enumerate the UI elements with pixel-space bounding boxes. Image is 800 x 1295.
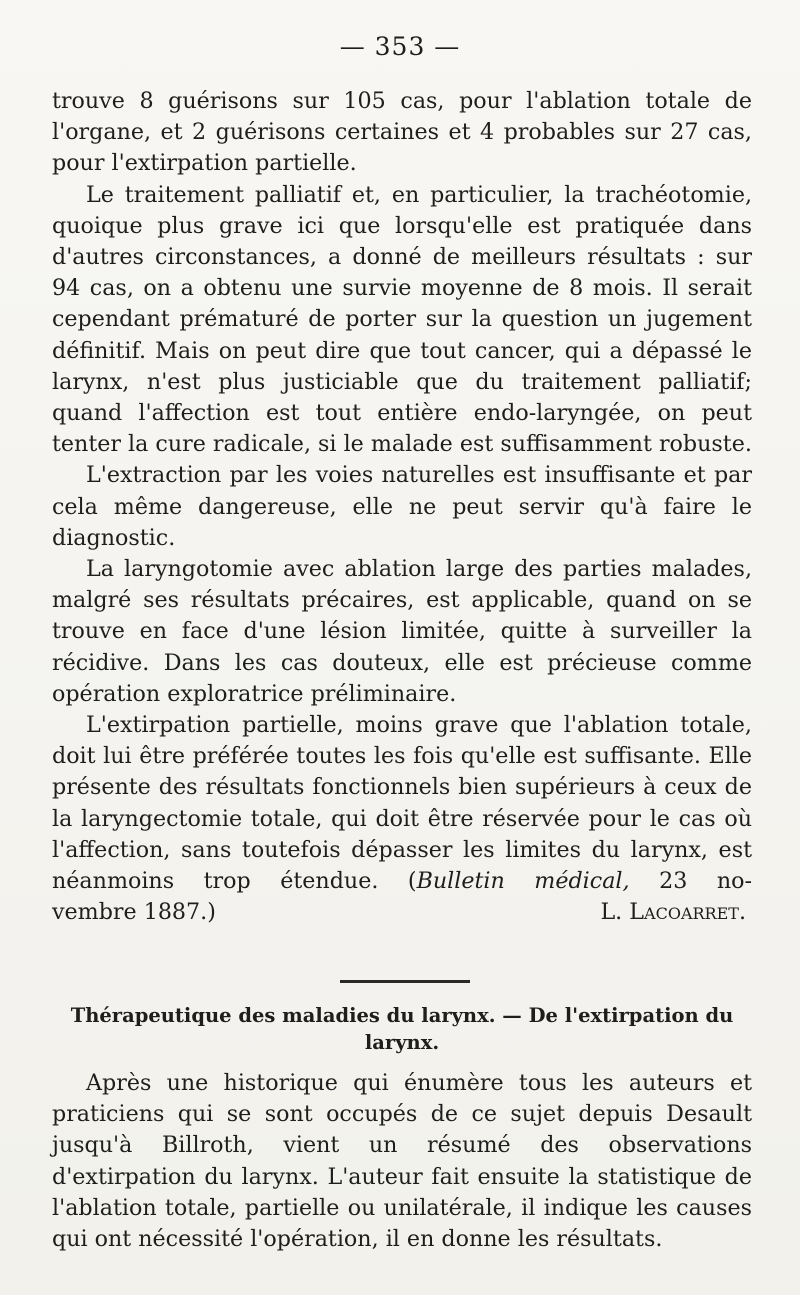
partial-extirpation-text: L'extirpation partielle, moins grave que l'ablation totale, doit lui être préférée toutes les fois qu'elle est suffisante. Elle présente des résultats fonctionnels bien supérieurs à ceux de la laryngectomie totale, qui doit être réservée pour le cas où l'affection, sans toutefois dépasser les limites du larynx, est néanmoins trop étendue. ( bbox=[52, 712, 752, 895]
review-body bbox=[52, 86, 752, 928]
paragraph-palliative-treatment: Le traitement palliatif et, en particulier, la trachéotomie, quoique plus grave ici que lorsqu'elle est pratiquée dans d'autres circonstances, a donné de meilleurs résultats : sur 94 cas, on a obtenu une survie moyenne de 8 mois. Il serait cependant prématuré de porter sur la question un jugement définitif. Mais on peut dire que tout cancer, qui a dépassé le larynx, n'est plus justiciable que du traitement palliatif; quand l'affection est tout entière endo-laryngée, on peut tenter la cure radicale, si le malade est suffisamment robuste. bbox=[52, 181, 752, 458]
paragraph-continuation: trouve 8 guérisons sur 105 cas, pour l'ablation totale de l'organe, et 2 guérisons certaines et 4 probables sur 27 cas, pour l'extirpation partielle. bbox=[52, 88, 752, 177]
section-heading: Thérapeutique des maladies du larynx. — De l'extirpation du larynx. bbox=[70, 1004, 734, 1054]
section-abstract bbox=[52, 1068, 752, 1255]
paragraph-extraction: L'extraction par les voies naturelles est insuffisante et par cela même dangereuse, elle ne peut servir qu'à faire le diagnostic. bbox=[52, 462, 752, 551]
section-divider bbox=[340, 980, 470, 983]
paragraph-historique: Après une historique qui énumère tous les auteurs et praticiens qui se sont occupés de ce sujet depuis Desault jusqu'à Billroth, vient un résumé des observations d'extirpation du larynx. L'auteur fait ensuite la statistique de l'ablation totale, partielle ou unilatérale, il indique les causes qui ont nécessité l'opération, il en donne les résultats. bbox=[52, 1070, 752, 1253]
citation-date-end: vembre 1887.) bbox=[52, 899, 216, 926]
signature-line bbox=[52, 897, 752, 928]
paragraph-laryngotomy: La laryngotomie avec ablation large des parties malades, malgré ses résultats précaires, est applicable, quand on se trouve en face d'une lésion limitée, quitte à surveiller la récidive. Dans les cas douteux, elle est précieuse comme opération exploratrice préliminaire. bbox=[52, 556, 752, 707]
page-number: — 353 — bbox=[339, 32, 461, 61]
author-signature: L. Lacoarret. bbox=[600, 899, 746, 926]
citation-source: Bulletin médical, bbox=[416, 868, 630, 895]
citation-date-start: 23 no- bbox=[629, 868, 752, 895]
paragraph-partial-extirpation bbox=[52, 710, 752, 897]
